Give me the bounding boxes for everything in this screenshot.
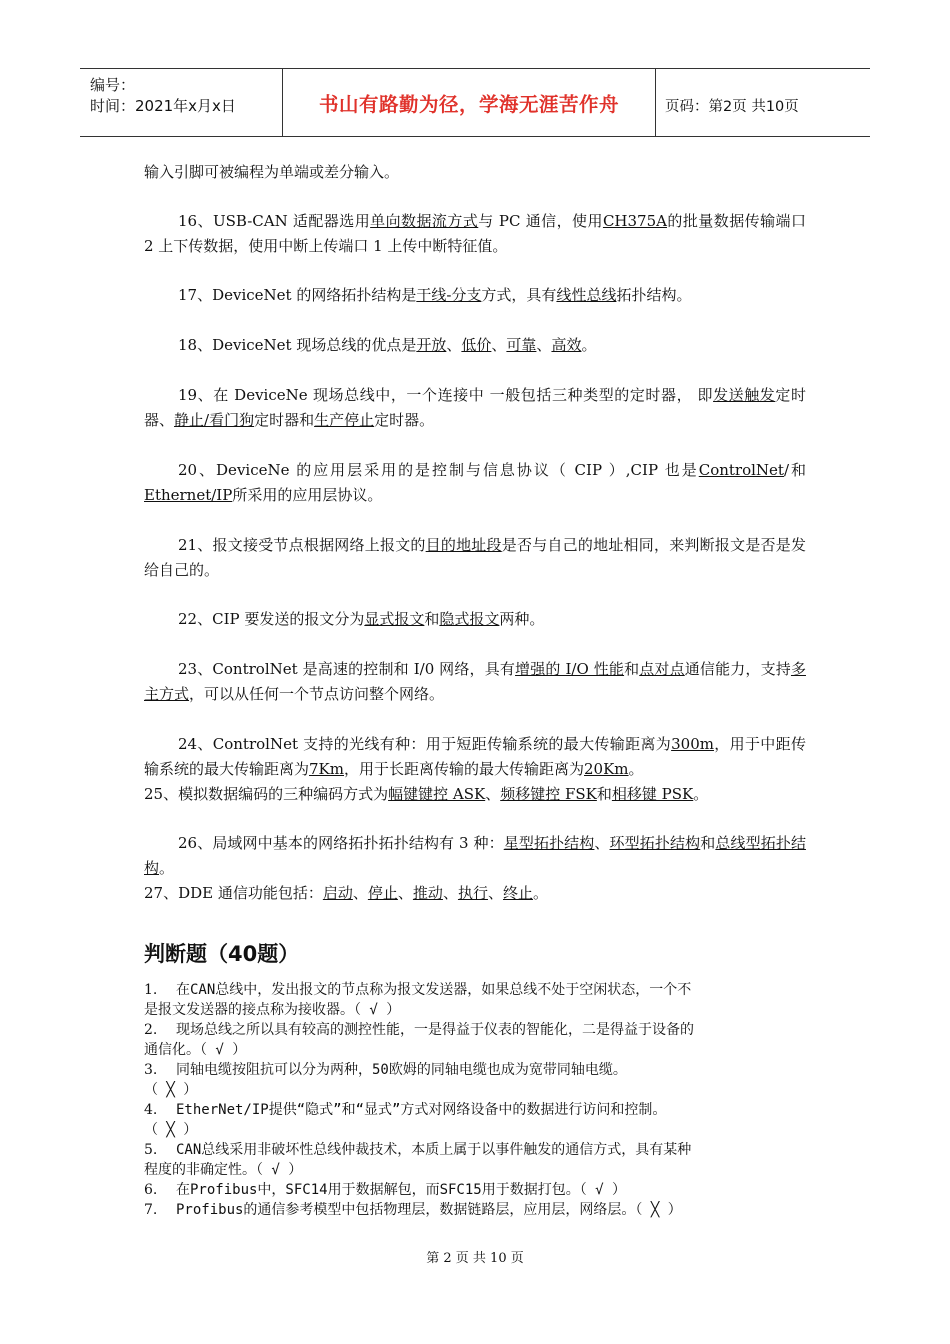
answer: 低价 bbox=[461, 336, 492, 354]
question-17: 17、DeviceNet 的网络拓扑结构是干线-分支方式，具有线性总线拓扑结构。 bbox=[178, 286, 692, 304]
header-meta bbox=[90, 75, 236, 117]
answer: 生产停止 bbox=[314, 411, 375, 429]
tf-question-3: 3. 同轴电缆按阻抗可以分为两种，50欧姆的同轴电缆也成为宽带同轴电缆。 （ ╳ ） bbox=[144, 1062, 627, 1098]
tf-question-4: 4. EtherNet/IP提供“隐式”和“显式”方式对网络设备中的数据进行访问和控制。 （ ╳ ） bbox=[144, 1102, 667, 1138]
tf-question-2: 2. 现场总线之所以具有较高的测控性能，一是得益于仪表的智能化，二是得益于设备的 通信化。（ √ ） bbox=[144, 1022, 694, 1058]
answer: 停止 bbox=[367, 884, 398, 902]
paragraph: 输入引脚可被编程为单端或差分输入。 bbox=[144, 163, 400, 181]
header-motto: 书山有路勤为径，学海无涯苦作舟 bbox=[318, 93, 619, 116]
answer: 发送触发 bbox=[713, 386, 776, 404]
answer: 高效 bbox=[551, 336, 582, 354]
answer: 隐式报文 bbox=[439, 610, 500, 628]
answer: 环型拓扑结构 bbox=[609, 834, 701, 852]
question-20: 20、DeviceNe 的应用层采用的是控制与信息协议（ CIP ）,CIP 也是ControlNet/和Ethernet/IP所采用的应用层协议。 bbox=[144, 461, 806, 504]
answer: 干线-分支 bbox=[416, 286, 482, 304]
question-26: 26、局域网中基本的网络拓扑拓扑结构有 3 种：星型拓扑结构、环型拓扑结构和总线型拓扑结构。 bbox=[144, 834, 806, 877]
doc-number-label: 编号： bbox=[90, 76, 136, 94]
answer: 执行 bbox=[457, 884, 488, 902]
answer: 静止/看门狗 bbox=[174, 411, 255, 429]
answer: 终止 bbox=[502, 884, 533, 902]
tf-question-7: 7. Profibus的通信参考模型中包括物理层，数据链路层，应用层，网络层。（ ╳ ） bbox=[144, 1202, 682, 1218]
answer: 单向数据流方式 bbox=[370, 212, 479, 230]
question-24: 24、ControlNet 支持的光线有种：用于短距传输系统的最大传输距离为300m，用于中距传输系统的最大传输距离为7Km，用于长距离传输的最大传输距离为20Km。 bbox=[144, 735, 806, 778]
answer: 幅键键控 ASK bbox=[388, 785, 486, 803]
question-16: 16、USB-CAN 适配器选用单向数据流方式与 PC 通信，使用CH375A的批量数据传输端口 2 上下传数据，使用中断上传端口 1 上传中断特征值。 bbox=[144, 212, 806, 255]
question-19: 19、在 DeviceNe 现场总线中，一个连接中 一般包括三种类型的定时器， 即发送触发定时器、静止/看门狗定时器和生产停止定时器。 bbox=[144, 386, 806, 429]
question-22: 22、CIP 要发送的报文分为显式报文和隐式报文两种。 bbox=[178, 610, 545, 628]
answer: Ethernet/IP bbox=[144, 486, 233, 504]
page-header bbox=[80, 68, 870, 137]
page-footer: 第 2 页 共 10 页 bbox=[426, 1251, 524, 1266]
answer: CH375A bbox=[602, 212, 667, 230]
question-27: 27、DDE 通信功能包括：启动、停止、推动、执行、终止。 bbox=[144, 884, 549, 902]
answer: 点对点 bbox=[639, 660, 685, 678]
answer: 7Km bbox=[309, 760, 344, 778]
answer: 星型拓扑结构 bbox=[503, 834, 595, 852]
doc-time-label: 时间：2021年x月x日 bbox=[90, 97, 236, 115]
header-divider bbox=[655, 69, 656, 136]
answer: 推动 bbox=[412, 884, 443, 902]
question-18: 18、DeviceNet 现场总线的优点是开放、低价、可靠、高效。 bbox=[178, 336, 597, 354]
answer: 多主方式 bbox=[144, 660, 806, 703]
tf-question-1: 1. 在CAN总线中，发出报文的节点称为报文发送器，如果总线不处于空闲状态，一个不 是报文发送器的接点称为接收器。（ √ ） bbox=[144, 982, 692, 1018]
question-25: 25、模拟数据编码的三种编码方式为幅键键控 ASK、频移键控 FSK和相移键 PSK。 bbox=[144, 785, 709, 803]
answer: 总线型拓扑结构 bbox=[144, 834, 806, 877]
answer: 线性总线 bbox=[556, 286, 617, 304]
question-23: 23、ControlNet 是高速的控制和 I/0 网络，具有增强的 I/O 性能和点对点通信能力，支持多主方式，可以从任何一个节点访问整个网络。 bbox=[144, 660, 806, 703]
section-heading: 判断题（40题） bbox=[144, 942, 300, 966]
answer: 可靠 bbox=[506, 336, 537, 354]
header-page-number: 页码：第2页 共10页 bbox=[665, 99, 799, 115]
answer: 启动 bbox=[322, 884, 353, 902]
answer: 开放 bbox=[416, 336, 447, 354]
answer: 频移键控 FSK bbox=[500, 785, 597, 803]
answer: ControlNet bbox=[698, 461, 784, 479]
answer: 目的地址段 bbox=[425, 536, 502, 554]
tf-question-5: 5. CAN总线采用非破坏性总线仲裁技术，本质上属于以事件触发的通信方式，具有某种 程度的非确定性。（ √ ） bbox=[144, 1142, 692, 1178]
answer: 相移键 PSK bbox=[611, 785, 694, 803]
answer: 20Km bbox=[584, 760, 629, 778]
answer: 300m bbox=[671, 735, 714, 753]
question-21: 21、报文接受节点根据网络上报文的目的地址段是否与自己的地址相同，来判断报文是否是发给自己的。 bbox=[144, 536, 806, 579]
answer: 显式报文 bbox=[364, 610, 425, 628]
answer: 增强的 I/O 性能 bbox=[515, 660, 625, 678]
tf-question-6: 6. 在Profibus中，SFC14用于数据解包，而SFC15用于数据打包。（ √ ） bbox=[144, 1182, 627, 1198]
